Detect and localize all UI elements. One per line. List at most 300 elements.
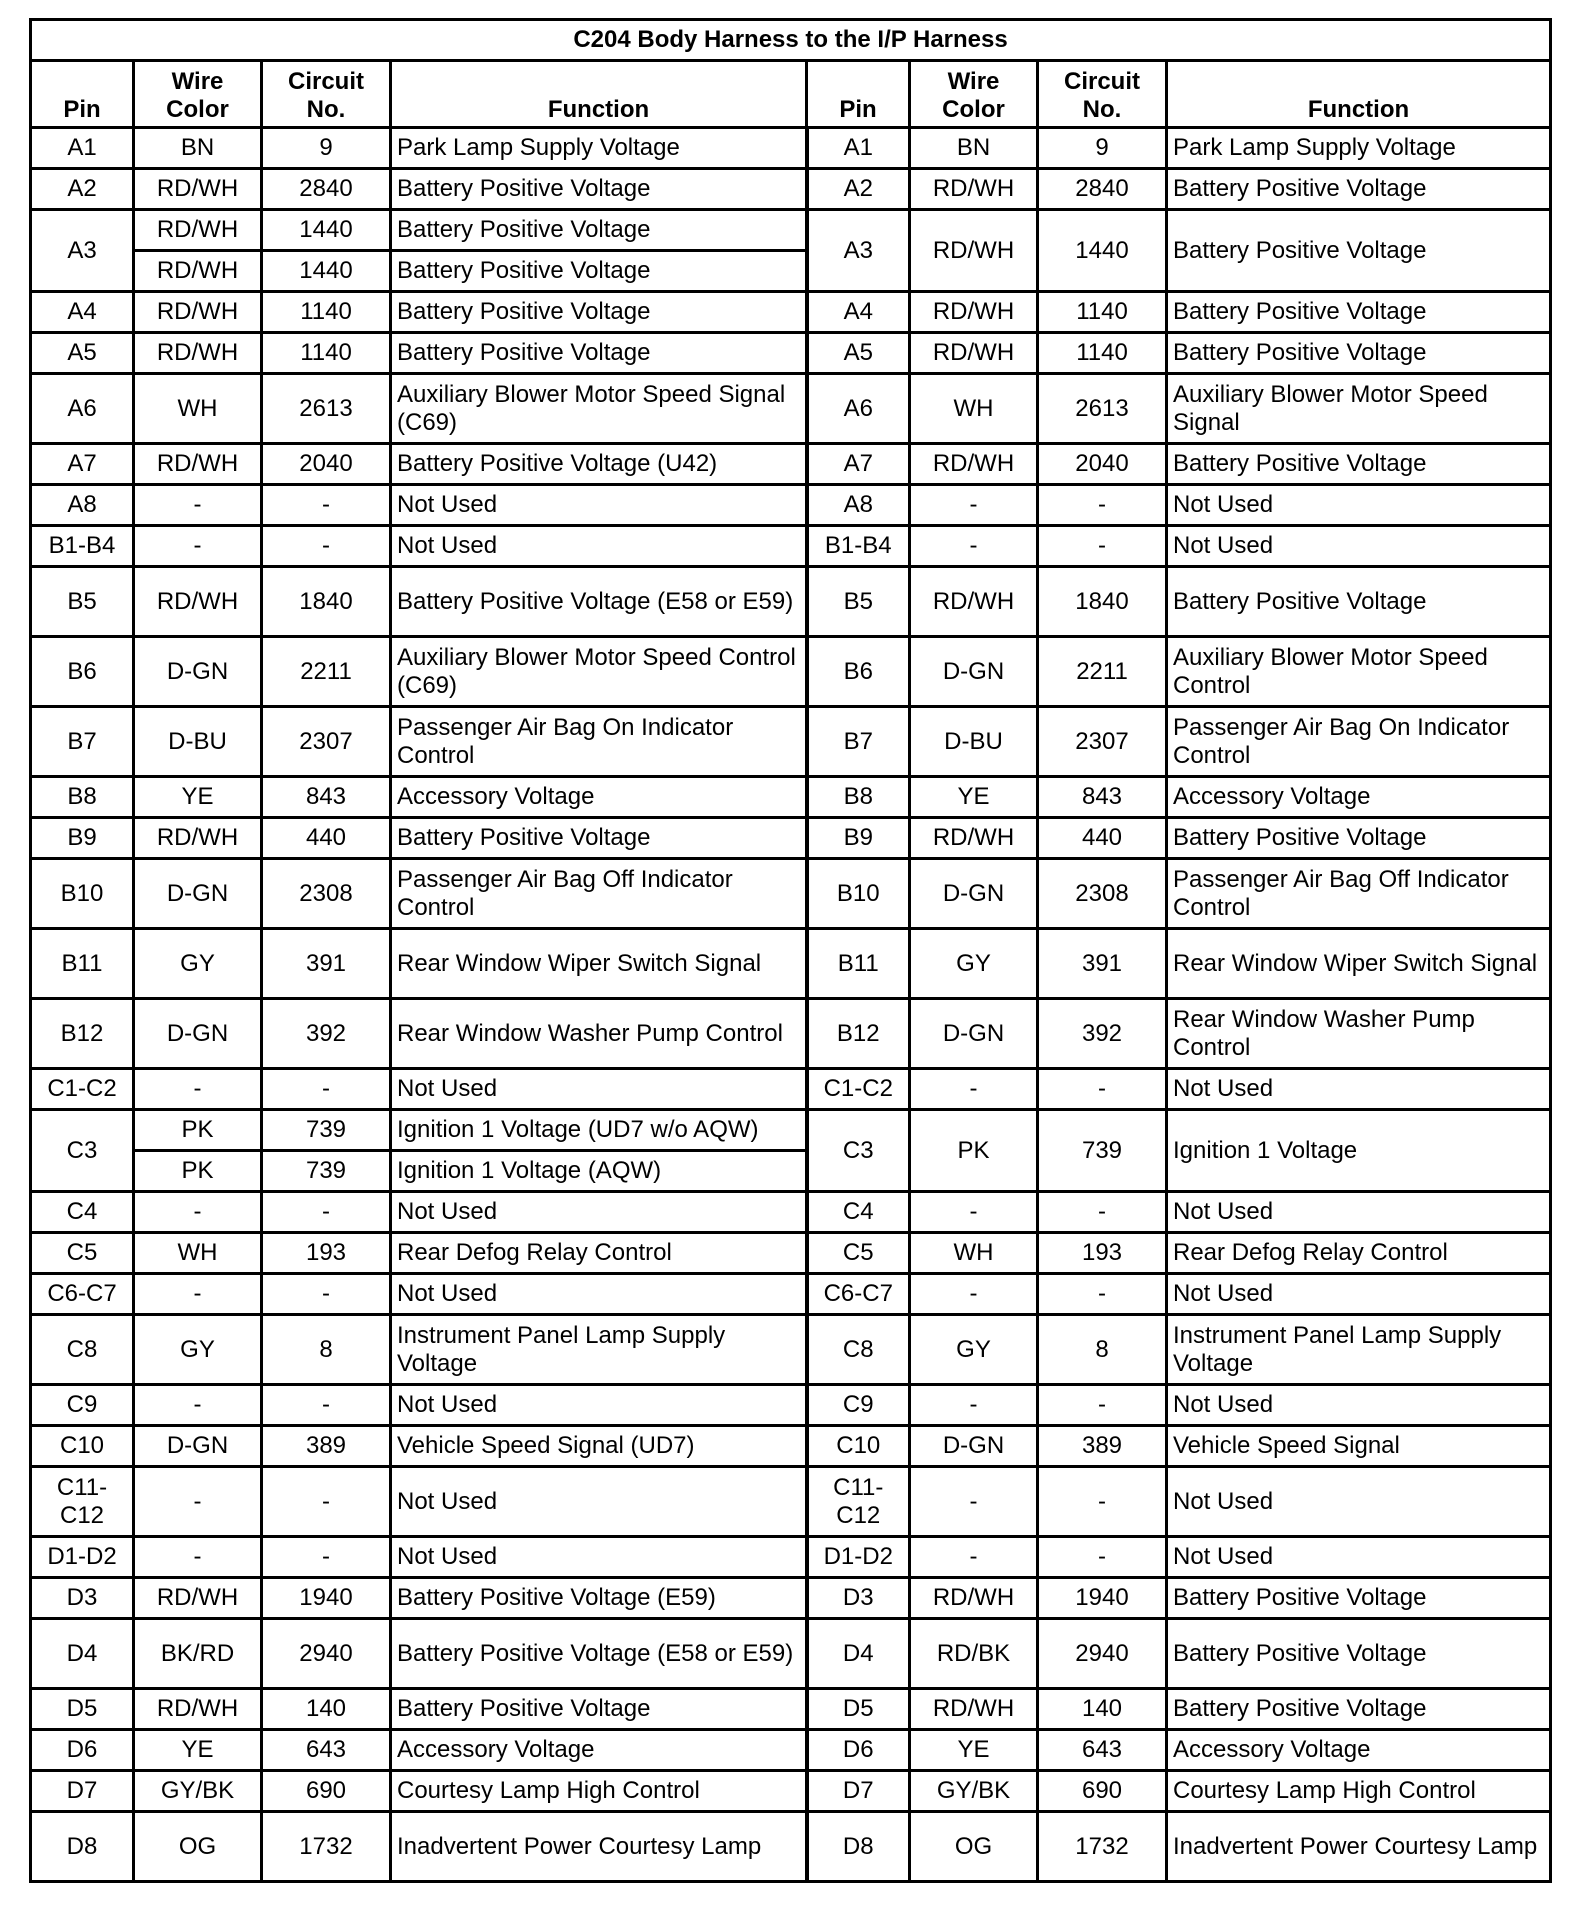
circuit-no-cell-right: 391 — [1038, 929, 1167, 999]
circuit-no-cell-left: 2940 — [262, 1619, 391, 1689]
table-row — [31, 1385, 1551, 1426]
function-cell-right: Ignition 1 Voltage — [1167, 1110, 1551, 1192]
wire-color-cell-right: - — [910, 1385, 1038, 1426]
connector-table-wrapper — [29, 18, 1549, 1883]
function-cell-right: Auxiliary Blower Motor Speed Signal — [1167, 374, 1551, 444]
table-row — [31, 1233, 1551, 1274]
pin-cell-right: A4 — [807, 292, 910, 333]
function-cell-left: Not Used — [391, 1537, 807, 1578]
wire-color-cell-left: RD/WH — [134, 210, 262, 251]
circuit-no-cell-right: 1940 — [1038, 1578, 1167, 1619]
wire-color-cell-right: RD/WH — [910, 333, 1038, 374]
wire-color-cell-left: - — [134, 485, 262, 526]
circuit-no-cell-right: - — [1038, 1385, 1167, 1426]
pin-cell-right: C6-C7 — [807, 1274, 910, 1315]
wire-color-cell-right: D-BU — [910, 707, 1038, 777]
wire-color-cell-left: - — [134, 1467, 262, 1537]
wire-color-cell-right: BN — [910, 128, 1038, 169]
pin-cell-right: C5 — [807, 1233, 910, 1274]
table-row — [31, 1426, 1551, 1467]
wire-color-cell-left: RD/WH — [134, 818, 262, 859]
pin-cell-right: D3 — [807, 1578, 910, 1619]
circuit-no-cell-left: 2307 — [262, 707, 391, 777]
pin-cell-left: D3 — [31, 1578, 134, 1619]
circuit-no-cell-right: 643 — [1038, 1730, 1167, 1771]
function-cell-left: Auxiliary Blower Motor Speed Control (C69) — [391, 637, 807, 707]
table-body — [31, 128, 1551, 1882]
circuit-no-cell-left: 9 — [262, 128, 391, 169]
circuit-no-cell-left: 2613 — [262, 374, 391, 444]
pin-cell-left: D6 — [31, 1730, 134, 1771]
function-cell-left: Passenger Air Bag Off Indicator Control — [391, 859, 807, 929]
table-row — [31, 1192, 1551, 1233]
wire-color-cell-right: OG — [910, 1812, 1038, 1882]
pin-cell-left: C8 — [31, 1315, 134, 1385]
function-cell-left: Not Used — [391, 1069, 807, 1110]
pin-cell-left: A6 — [31, 374, 134, 444]
pin-cell-left: D8 — [31, 1812, 134, 1882]
table-row — [31, 292, 1551, 333]
circuit-no-cell-left: 193 — [262, 1233, 391, 1274]
wire-color-cell-right: - — [910, 1537, 1038, 1578]
circuit-no-cell-left: 1440 — [262, 210, 391, 251]
pin-cell-right: B5 — [807, 567, 910, 637]
pin-cell-left: A2 — [31, 169, 134, 210]
function-cell-left: Battery Positive Voltage — [391, 818, 807, 859]
circuit-no-cell-left: 389 — [262, 1426, 391, 1467]
header-wire-color-right: Wire Color — [910, 61, 1038, 128]
function-cell-left: Auxiliary Blower Motor Speed Signal (C69) — [391, 374, 807, 444]
wire-color-cell-right: - — [910, 1274, 1038, 1315]
table-row — [31, 777, 1551, 818]
function-cell-right: Battery Positive Voltage — [1167, 1689, 1551, 1730]
function-cell-right: Not Used — [1167, 1537, 1551, 1578]
circuit-no-cell-left: 2211 — [262, 637, 391, 707]
table-row — [31, 128, 1551, 169]
function-cell-right: Rear Window Wiper Switch Signal — [1167, 929, 1551, 999]
pin-cell-left: B8 — [31, 777, 134, 818]
pin-cell-right: A6 — [807, 374, 910, 444]
circuit-no-cell-left: - — [262, 1069, 391, 1110]
wire-color-cell-left: PK — [134, 1151, 262, 1192]
wire-color-cell-left: PK — [134, 1110, 262, 1151]
wire-color-cell-right: RD/WH — [910, 444, 1038, 485]
pin-cell-right: C4 — [807, 1192, 910, 1233]
table-row — [31, 169, 1551, 210]
wire-color-cell-left: - — [134, 526, 262, 567]
wire-color-cell-right: D-GN — [910, 999, 1038, 1069]
circuit-no-cell-right: 2040 — [1038, 444, 1167, 485]
wire-color-cell-right: RD/WH — [910, 1578, 1038, 1619]
circuit-no-cell-right: 392 — [1038, 999, 1167, 1069]
pin-cell-right: D6 — [807, 1730, 910, 1771]
function-cell-left: Battery Positive Voltage — [391, 292, 807, 333]
pin-cell-right: C11- C12 — [807, 1467, 910, 1537]
wire-color-cell-right: GY — [910, 1315, 1038, 1385]
wire-color-cell-left: RD/WH — [134, 292, 262, 333]
function-cell-right: Courtesy Lamp High Control — [1167, 1771, 1551, 1812]
table-row — [31, 1467, 1551, 1537]
pin-cell-right: D8 — [807, 1812, 910, 1882]
pin-cell-left: D4 — [31, 1619, 134, 1689]
circuit-no-cell-left: - — [262, 485, 391, 526]
pin-cell-left: C9 — [31, 1385, 134, 1426]
circuit-no-cell-left: 1840 — [262, 567, 391, 637]
table-row — [31, 999, 1551, 1069]
table-row — [31, 333, 1551, 374]
circuit-no-cell-left: - — [262, 526, 391, 567]
wire-color-cell-right: D-GN — [910, 637, 1038, 707]
function-cell-right: Battery Positive Voltage — [1167, 169, 1551, 210]
pin-cell-left: C10 — [31, 1426, 134, 1467]
wire-color-cell-left: - — [134, 1385, 262, 1426]
pin-cell-right: B6 — [807, 637, 910, 707]
circuit-no-cell-left: - — [262, 1537, 391, 1578]
circuit-no-cell-left: - — [262, 1385, 391, 1426]
circuit-no-cell-right: 8 — [1038, 1315, 1167, 1385]
function-cell-right: Not Used — [1167, 1069, 1551, 1110]
function-cell-left: Not Used — [391, 1274, 807, 1315]
pin-cell-left: D7 — [31, 1771, 134, 1812]
pin-cell-right: D7 — [807, 1771, 910, 1812]
wire-color-cell-right: GY — [910, 929, 1038, 999]
circuit-no-cell-right: 1140 — [1038, 333, 1167, 374]
circuit-no-cell-right: - — [1038, 1192, 1167, 1233]
circuit-no-cell-left: 1440 — [262, 251, 391, 292]
wire-color-cell-left: GY — [134, 1315, 262, 1385]
circuit-no-cell-left: 843 — [262, 777, 391, 818]
function-cell-right: Instrument Panel Lamp Supply Voltage — [1167, 1315, 1551, 1385]
table-row — [31, 1537, 1551, 1578]
pin-cell-left: D5 — [31, 1689, 134, 1730]
table-row — [31, 1812, 1551, 1882]
pin-cell-left: C6-C7 — [31, 1274, 134, 1315]
wire-color-cell-left: YE — [134, 777, 262, 818]
circuit-no-cell-right: 2613 — [1038, 374, 1167, 444]
wire-color-cell-left: RD/WH — [134, 444, 262, 485]
table-row — [31, 1110, 1551, 1151]
wire-color-cell-left: - — [134, 1069, 262, 1110]
table-row — [31, 1274, 1551, 1315]
wire-color-cell-left: - — [134, 1274, 262, 1315]
wire-color-cell-right: - — [910, 1069, 1038, 1110]
wire-color-cell-right: - — [910, 1192, 1038, 1233]
function-cell-left: Battery Positive Voltage — [391, 169, 807, 210]
function-cell-left: Battery Positive Voltage (E59) — [391, 1578, 807, 1619]
wire-color-cell-left: RD/WH — [134, 1689, 262, 1730]
circuit-no-cell-right: 690 — [1038, 1771, 1167, 1812]
pin-cell-right: B11 — [807, 929, 910, 999]
function-cell-left: Courtesy Lamp High Control — [391, 1771, 807, 1812]
function-cell-right: Not Used — [1167, 1192, 1551, 1233]
wire-color-cell-right: RD/WH — [910, 818, 1038, 859]
function-cell-right: Battery Positive Voltage — [1167, 444, 1551, 485]
table-row — [31, 526, 1551, 567]
circuit-no-cell-left: - — [262, 1467, 391, 1537]
pin-cell-left: B6 — [31, 637, 134, 707]
circuit-no-cell-left: 392 — [262, 999, 391, 1069]
wire-color-cell-left: D-GN — [134, 999, 262, 1069]
wire-color-cell-left: D-BU — [134, 707, 262, 777]
circuit-no-cell-left: 8 — [262, 1315, 391, 1385]
pin-cell-left: C1-C2 — [31, 1069, 134, 1110]
circuit-no-cell-left: 391 — [262, 929, 391, 999]
circuit-no-cell-right: - — [1038, 526, 1167, 567]
wire-color-cell-right: GY/BK — [910, 1771, 1038, 1812]
function-cell-right: Battery Positive Voltage — [1167, 333, 1551, 374]
pin-cell-right: A2 — [807, 169, 910, 210]
wire-color-cell-left: RD/WH — [134, 169, 262, 210]
pin-cell-left: C5 — [31, 1233, 134, 1274]
table-title: C204 Body Harness to the I/P Harness — [31, 20, 1551, 61]
header-pin-right: Pin — [807, 61, 910, 128]
header-function-left: Function — [391, 61, 807, 128]
function-cell-left: Battery Positive Voltage — [391, 251, 807, 292]
function-cell-left: Not Used — [391, 1192, 807, 1233]
function-cell-right: Not Used — [1167, 1274, 1551, 1315]
circuit-no-cell-left: 2840 — [262, 169, 391, 210]
function-cell-left: Inadvertent Power Courtesy Lamp — [391, 1812, 807, 1882]
pin-cell-right: B7 — [807, 707, 910, 777]
header-circuit-no-right: Circuit No. — [1038, 61, 1167, 128]
pin-cell-right: D4 — [807, 1619, 910, 1689]
function-cell-right: Not Used — [1167, 1385, 1551, 1426]
function-cell-right: Auxiliary Blower Motor Speed Control — [1167, 637, 1551, 707]
table-row — [31, 374, 1551, 444]
pin-cell-right: B12 — [807, 999, 910, 1069]
wire-color-cell-right: RD/WH — [910, 169, 1038, 210]
pin-cell-right: C1-C2 — [807, 1069, 910, 1110]
pin-cell-right: B9 — [807, 818, 910, 859]
pin-cell-left: B11 — [31, 929, 134, 999]
pin-cell-left: A8 — [31, 485, 134, 526]
function-cell-right: Battery Positive Voltage — [1167, 818, 1551, 859]
circuit-no-cell-right: 2211 — [1038, 637, 1167, 707]
wire-color-cell-left: D-GN — [134, 637, 262, 707]
header-circuit-no-left: Circuit No. — [262, 61, 391, 128]
table-row — [31, 210, 1551, 251]
function-cell-right: Passenger Air Bag Off Indicator Control — [1167, 859, 1551, 929]
circuit-no-cell-right: 1732 — [1038, 1812, 1167, 1882]
circuit-no-cell-left: 440 — [262, 818, 391, 859]
circuit-no-cell-right: 389 — [1038, 1426, 1167, 1467]
circuit-no-cell-right: 2307 — [1038, 707, 1167, 777]
wire-color-cell-right: - — [910, 485, 1038, 526]
pin-cell-right: C8 — [807, 1315, 910, 1385]
pin-cell-right: B8 — [807, 777, 910, 818]
table-row — [31, 929, 1551, 999]
pin-cell-right: D5 — [807, 1689, 910, 1730]
wire-color-cell-right: D-GN — [910, 859, 1038, 929]
function-cell-right: Accessory Voltage — [1167, 1730, 1551, 1771]
function-cell-left: Passenger Air Bag On Indicator Control — [391, 707, 807, 777]
function-cell-left: Battery Positive Voltage (E58 or E59) — [391, 1619, 807, 1689]
circuit-no-cell-right: 1440 — [1038, 210, 1167, 292]
wire-color-cell-right: WH — [910, 374, 1038, 444]
function-cell-right: Passenger Air Bag On Indicator Control — [1167, 707, 1551, 777]
wire-color-cell-left: RD/WH — [134, 1578, 262, 1619]
pin-cell-left: B10 — [31, 859, 134, 929]
function-cell-right: Not Used — [1167, 1467, 1551, 1537]
header-function-right: Function — [1167, 61, 1551, 128]
circuit-no-cell-left: 643 — [262, 1730, 391, 1771]
pin-cell-left: A7 — [31, 444, 134, 485]
function-cell-right: Accessory Voltage — [1167, 777, 1551, 818]
pin-cell-left: D1-D2 — [31, 1537, 134, 1578]
function-cell-right: Rear Window Washer Pump Control — [1167, 999, 1551, 1069]
wire-color-cell-right: - — [910, 1467, 1038, 1537]
wire-color-cell-right: YE — [910, 777, 1038, 818]
function-cell-left: Ignition 1 Voltage (AQW) — [391, 1151, 807, 1192]
wire-color-cell-left: RD/WH — [134, 567, 262, 637]
wire-color-cell-left: YE — [134, 1730, 262, 1771]
function-cell-right: Battery Positive Voltage — [1167, 1619, 1551, 1689]
circuit-no-cell-right: 2308 — [1038, 859, 1167, 929]
circuit-no-cell-right: - — [1038, 485, 1167, 526]
wire-color-cell-right: - — [910, 526, 1038, 567]
wire-color-cell-left: WH — [134, 1233, 262, 1274]
wire-color-cell-right: RD/WH — [910, 1689, 1038, 1730]
function-cell-right: Battery Positive Voltage — [1167, 292, 1551, 333]
pin-cell-left: B12 — [31, 999, 134, 1069]
table-row — [31, 567, 1551, 637]
circuit-no-cell-left: 140 — [262, 1689, 391, 1730]
function-cell-right: Vehicle Speed Signal — [1167, 1426, 1551, 1467]
pin-cell-left: B9 — [31, 818, 134, 859]
table-row — [31, 1619, 1551, 1689]
function-cell-left: Not Used — [391, 1385, 807, 1426]
pin-cell-left: C3 — [31, 1110, 134, 1192]
pin-cell-left: A3 — [31, 210, 134, 292]
function-cell-left: Accessory Voltage — [391, 1730, 807, 1771]
circuit-no-cell-right: - — [1038, 1467, 1167, 1537]
function-cell-left: Ignition 1 Voltage (UD7 w/o AQW) — [391, 1110, 807, 1151]
pin-cell-left: A1 — [31, 128, 134, 169]
circuit-no-cell-left: 690 — [262, 1771, 391, 1812]
function-cell-left: Not Used — [391, 485, 807, 526]
circuit-no-cell-left: 739 — [262, 1110, 391, 1151]
pin-cell-right: C9 — [807, 1385, 910, 1426]
wire-color-cell-right: RD/BK — [910, 1619, 1038, 1689]
pin-cell-right: C3 — [807, 1110, 910, 1192]
wire-color-cell-right: PK — [910, 1110, 1038, 1192]
function-cell-left: Vehicle Speed Signal (UD7) — [391, 1426, 807, 1467]
pin-cell-right: C10 — [807, 1426, 910, 1467]
circuit-no-cell-right: 1840 — [1038, 567, 1167, 637]
function-cell-right: Battery Positive Voltage — [1167, 210, 1551, 292]
table-row — [31, 1689, 1551, 1730]
table-row — [31, 1771, 1551, 1812]
circuit-no-cell-left: - — [262, 1274, 391, 1315]
function-cell-left: Park Lamp Supply Voltage — [391, 128, 807, 169]
table-row — [31, 707, 1551, 777]
circuit-no-cell-right: 739 — [1038, 1110, 1167, 1192]
function-cell-left: Accessory Voltage — [391, 777, 807, 818]
circuit-no-cell-right: 2840 — [1038, 169, 1167, 210]
circuit-no-cell-right: 843 — [1038, 777, 1167, 818]
pin-cell-left: B7 — [31, 707, 134, 777]
pin-cell-right: D1-D2 — [807, 1537, 910, 1578]
pin-cell-right: A3 — [807, 210, 910, 292]
pin-cell-right: A7 — [807, 444, 910, 485]
circuit-no-cell-right: 193 — [1038, 1233, 1167, 1274]
wire-color-cell-right: RD/WH — [910, 567, 1038, 637]
function-cell-right: Battery Positive Voltage — [1167, 567, 1551, 637]
wire-color-cell-left: WH — [134, 374, 262, 444]
wire-color-cell-left: - — [134, 1192, 262, 1233]
table-row — [31, 444, 1551, 485]
circuit-no-cell-left: 1940 — [262, 1578, 391, 1619]
circuit-no-cell-left: - — [262, 1192, 391, 1233]
pin-cell-left: A5 — [31, 333, 134, 374]
circuit-no-cell-right: - — [1038, 1274, 1167, 1315]
table-row — [31, 1069, 1551, 1110]
wire-color-cell-right: D-GN — [910, 1426, 1038, 1467]
circuit-no-cell-right: - — [1038, 1537, 1167, 1578]
pin-cell-right: B10 — [807, 859, 910, 929]
pin-cell-left: B1-B4 — [31, 526, 134, 567]
pin-cell-left: C11- C12 — [31, 1467, 134, 1537]
circuit-no-cell-right: 9 — [1038, 128, 1167, 169]
wire-color-cell-left: - — [134, 1537, 262, 1578]
wire-color-cell-right: RD/WH — [910, 292, 1038, 333]
circuit-no-cell-left: 2040 — [262, 444, 391, 485]
function-cell-left: Rear Window Washer Pump Control — [391, 999, 807, 1069]
pin-cell-right: A8 — [807, 485, 910, 526]
wire-color-cell-left: GY — [134, 929, 262, 999]
wire-color-cell-left: RD/WH — [134, 251, 262, 292]
wire-color-cell-right: YE — [910, 1730, 1038, 1771]
circuit-no-cell-right: 440 — [1038, 818, 1167, 859]
function-cell-right: Inadvertent Power Courtesy Lamp — [1167, 1812, 1551, 1882]
function-cell-right: Rear Defog Relay Control — [1167, 1233, 1551, 1274]
circuit-no-cell-left: 1140 — [262, 333, 391, 374]
pin-cell-right: B1-B4 — [807, 526, 910, 567]
wire-color-cell-left: BK/RD — [134, 1619, 262, 1689]
circuit-no-cell-right: 2940 — [1038, 1619, 1167, 1689]
circuit-no-cell-left: 1140 — [262, 292, 391, 333]
pin-cell-left: C4 — [31, 1192, 134, 1233]
circuit-no-cell-left: 2308 — [262, 859, 391, 929]
function-cell-left: Battery Positive Voltage — [391, 1689, 807, 1730]
table-row — [31, 818, 1551, 859]
wire-color-cell-right: RD/WH — [910, 210, 1038, 292]
function-cell-right: Not Used — [1167, 485, 1551, 526]
function-cell-left: Rear Window Wiper Switch Signal — [391, 929, 807, 999]
wire-color-cell-right: WH — [910, 1233, 1038, 1274]
table-row — [31, 859, 1551, 929]
function-cell-left: Battery Positive Voltage — [391, 210, 807, 251]
wire-color-cell-left: D-GN — [134, 859, 262, 929]
pin-cell-left: A4 — [31, 292, 134, 333]
function-cell-left: Battery Positive Voltage (E58 or E59) — [391, 567, 807, 637]
function-cell-right: Battery Positive Voltage — [1167, 1578, 1551, 1619]
table-row — [31, 485, 1551, 526]
connector-pinout-table — [29, 18, 1552, 1883]
function-cell-left: Not Used — [391, 526, 807, 567]
circuit-no-cell-right: 1140 — [1038, 292, 1167, 333]
function-cell-right: Park Lamp Supply Voltage — [1167, 128, 1551, 169]
table-row — [31, 637, 1551, 707]
wire-color-cell-left: D-GN — [134, 1426, 262, 1467]
function-cell-left: Rear Defog Relay Control — [391, 1233, 807, 1274]
table-row — [31, 1578, 1551, 1619]
circuit-no-cell-left: 739 — [262, 1151, 391, 1192]
wire-color-cell-left: RD/WH — [134, 333, 262, 374]
pin-cell-right: A5 — [807, 333, 910, 374]
pin-cell-left: B5 — [31, 567, 134, 637]
table-row — [31, 1315, 1551, 1385]
